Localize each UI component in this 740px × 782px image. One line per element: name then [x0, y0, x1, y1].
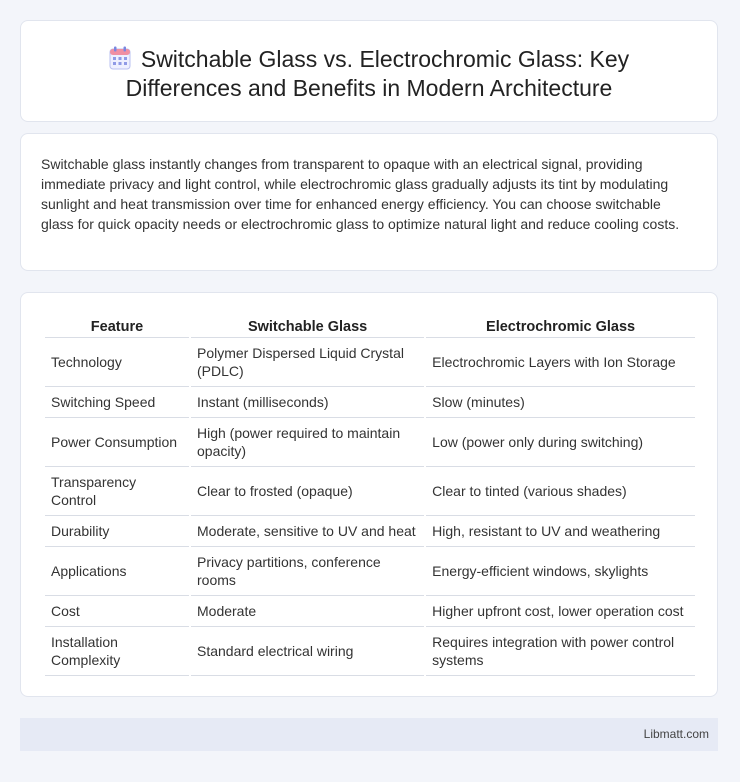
summary-card [20, 133, 718, 271]
column-header-electrochromic: Electrochromic Glass [426, 315, 695, 338]
table-row [45, 467, 695, 516]
footer [20, 718, 718, 751]
table-row [45, 387, 695, 418]
table-cell-electrochromic: Energy-efficient windows, skylights [426, 547, 695, 596]
table-cell-feature: Technology [45, 338, 189, 387]
table-row [45, 516, 695, 547]
table-cell-electrochromic: Higher upfront cost, lower operation cost [426, 596, 695, 627]
title-card [20, 20, 718, 122]
column-header-switchable: Switchable Glass [191, 315, 424, 338]
table-row [45, 547, 695, 596]
comparison-table [43, 315, 697, 676]
table-cell-electrochromic: Electrochromic Layers with Ion Storage [426, 338, 695, 387]
comparison-table-card [20, 292, 718, 697]
table-cell-electrochromic: Low (power only during switching) [426, 418, 695, 467]
table-cell-electrochromic: Clear to tinted (various shades) [426, 467, 695, 516]
table-cell-feature: Applications [45, 547, 189, 596]
table-row [45, 627, 695, 676]
table-cell-feature: Cost [45, 596, 189, 627]
table-cell-switchable: Standard electrical wiring [191, 627, 424, 676]
table-row [45, 418, 695, 467]
table-cell-switchable: Moderate, sensitive to UV and heat [191, 516, 424, 547]
summary-text: Switchable glass instantly changes from transparent to opaque with an electrical signal, providing immediate privacy and light control, while electrochromic glass gradually adjusts its tint by modulating sunlight and heat transmission over time for enhanced energy efficiency. You can choose switchable glass for quick opacity needs or electrochromic glass to optimize natural light and reduce cooling costs. [41, 156, 680, 232]
table-cell-feature: Switching Speed [45, 387, 189, 418]
table-cell-switchable: Moderate [191, 596, 424, 627]
table-header-row [45, 315, 695, 338]
table-cell-switchable: Polymer Dispersed Liquid Crystal (PDLC) [191, 338, 424, 387]
table-cell-switchable: Clear to frosted (opaque) [191, 467, 424, 516]
table-cell-feature: Transparency Control [45, 467, 189, 516]
table-cell-feature: Power Consumption [45, 418, 189, 467]
table-cell-electrochromic: High, resistant to UV and weathering [426, 516, 695, 547]
table-cell-switchable: Privacy partitions, conference rooms [191, 547, 424, 596]
table-row [45, 338, 695, 387]
page-title [21, 45, 717, 103]
table-cell-switchable: High (power required to maintain opacity) [191, 418, 424, 467]
footer-brand-link[interactable]: Libmatt.com [643, 727, 709, 741]
table-cell-feature: Durability [45, 516, 189, 547]
table-cell-switchable: Instant (milliseconds) [191, 387, 424, 418]
table-cell-feature: Installation Complexity [45, 627, 189, 676]
table-cell-electrochromic: Slow (minutes) [426, 387, 695, 418]
table-row [45, 596, 695, 627]
column-header-feature: Feature [45, 315, 189, 338]
page-title-text: Switchable Glass vs. Electrochromic Glass: Key Differences and Benefits in Modern Architecture [125, 46, 630, 101]
calendar-icon [109, 46, 131, 70]
table-cell-electrochromic: Requires integration with power control systems [426, 627, 695, 676]
